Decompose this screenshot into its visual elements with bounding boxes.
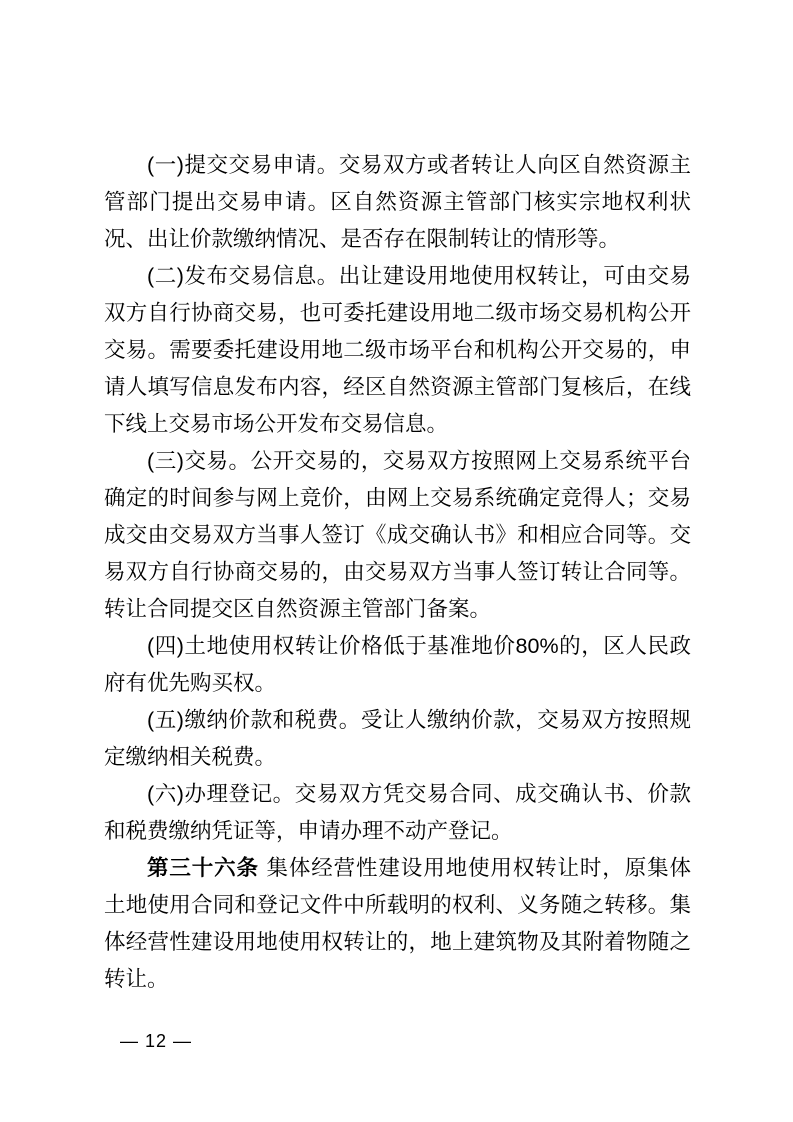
document-body <box>104 147 691 998</box>
paragraph: (二)发布交易信息。出让建设用地使用权转让，可由交易双方自行协商交易，也可委托建设用地二级市场交易机构公开交易。需要委托建设用地二级市场平台和机构公开交易的，申请人填写信息发布内容，经区自然资源主管部门复核后，在线下线上交易市场公开发布交易信息。 <box>104 264 691 436</box>
article-number: 第三十六条 <box>147 856 259 880</box>
paragraph: (六)办理登记。交易双方凭交易合同、成交确认书、价款和税费缴纳凭证等，申请办理不动产登记。 <box>104 782 691 843</box>
page-number: — 12 — <box>120 1031 193 1051</box>
paragraph: 第三十六条 集体经营性建设用地使用权转让时，原集体土地使用合同和登记文件中所载明的权利、义务随之转移。集体经营性建设用地使用权转让的，地上建筑物及其附着物随之转让。 <box>104 856 691 991</box>
paragraph: (一)提交交易申请。交易双方或者转让人向区自然资源主管部门提出交易申请。区自然资源主管部门核实宗地权利状况、出让价款缴纳情况、是否存在限制转让的情形等。 <box>104 153 691 251</box>
paragraph: (四)土地使用权转让价格低于基准地价80%的，区人民政府有优先购买权。 <box>104 634 691 695</box>
paragraph: (五)缴纳价款和税费。受让人缴纳价款，交易双方按照规定缴纳相关税费。 <box>104 708 691 769</box>
paragraph: (三)交易。公开交易的，交易双方按照网上交易系统平台确定的时间参与网上竞价，由网上交易系统确定竞得人；交易成交由交易双方当事人签订《成交确认书》和相应合同等。交易双方自行协商交易的，由交易双方当事人签订转让合同等。转让合同提交区自然资源主管部门备案。 <box>104 449 691 621</box>
